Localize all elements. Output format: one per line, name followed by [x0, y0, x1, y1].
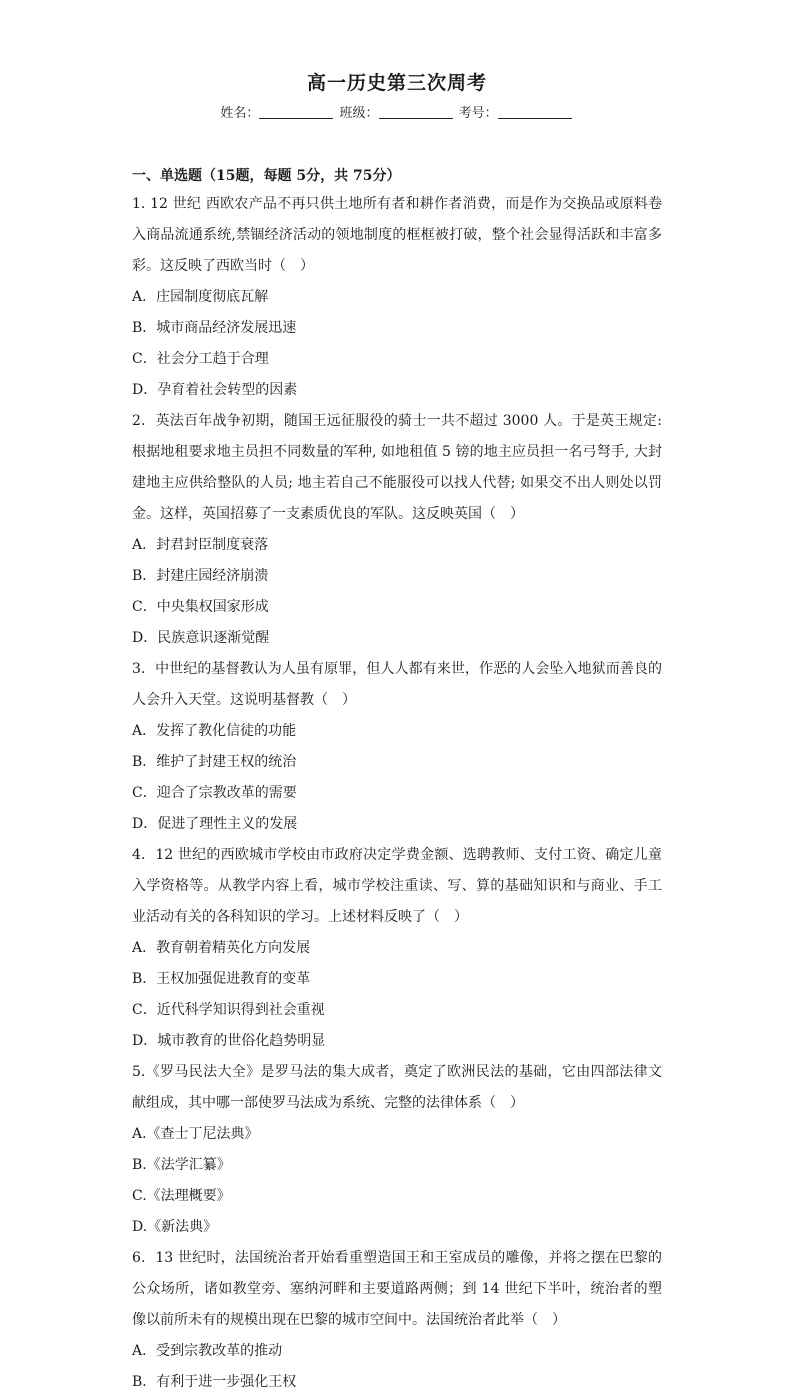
option-c[interactable]: C.《法理概要》 — [132, 1188, 231, 1204]
option-b[interactable]: B．维护了封建王权的统治 — [132, 754, 297, 770]
option-d[interactable]: D．促进了理性主义的发展 — [132, 816, 298, 832]
question — [132, 840, 662, 1057]
option-c[interactable]: C．近代科学知识得到社会重视 — [132, 1002, 325, 1018]
option-c[interactable]: C．迎合了宗教改革的需要 — [132, 785, 297, 801]
question — [132, 1057, 662, 1243]
option-group — [132, 1336, 662, 1398]
option-b[interactable]: B．王权加强促进教育的变革 — [132, 971, 311, 987]
class-label: 班级： — [339, 106, 379, 121]
question-text: 4．12 世纪的西欧城市学校由市政府决定学费金额、选聘教师、支付工资、确定儿童入学资格等。从教学内容上看，城市学校注重读、写、算的基础知识和与商业、手工业活动有关的各科知识的学习。上述材料反映了（ ） — [132, 847, 662, 925]
question-text: 5.《罗马民法大全》是罗马法的集大成者，奠定了欧洲民法的基础，它由四部法律文献组成，其中哪一部使罗马法成为系统、完整的法律体系（ ） — [132, 1064, 662, 1111]
option-group — [132, 282, 662, 406]
option-a[interactable]: A．封君封臣制度衰落 — [132, 537, 269, 553]
name-label: 姓名： — [220, 106, 260, 121]
question-text: 6．13 世纪时，法国统治者开始看重塑造国王和王室成员的雕像，并将之摆在巴黎的公众场所，诸如教堂旁、塞纳河畔和主要道路两侧；到 14 世纪下半叶，统治者的塑像以前所未有的规模出现在巴黎的城市空间中。法国统治者此举（ ） — [132, 1250, 662, 1328]
student-info-line — [0, 102, 794, 121]
question — [132, 654, 662, 840]
option-a[interactable]: A．受到宗教改革的推动 — [132, 1343, 283, 1359]
section-heading: 一、单选题（15题，每题 5分，共 75分） — [132, 168, 401, 184]
option-b[interactable]: B．封建庄园经济崩溃 — [132, 568, 269, 584]
option-group — [132, 716, 662, 840]
option-a[interactable]: A．教育朝着精英化方向发展 — [132, 940, 311, 956]
option-a[interactable]: A.《查士丁尼法典》 — [132, 1126, 259, 1142]
question — [132, 1243, 662, 1398]
name-blank[interactable] — [259, 105, 333, 119]
option-group — [132, 1119, 662, 1243]
question-text: 3．中世纪的基督教认为人虽有原罪，但人人都有来世，作恶的人会坠入地狱而善良的人会升入天堂。这说明基督教（ ） — [132, 661, 662, 708]
option-group — [132, 530, 662, 654]
option-c[interactable]: C．中央集权国家形成 — [132, 599, 269, 615]
option-d[interactable]: D．城市教育的世俗化趋势明显 — [132, 1033, 326, 1049]
question-text: 1. 12 世纪 西欧农产品不再只供土地所有者和耕作者消费，而是作为交换品或原料卷入商品流通系统,禁锢经济活动的领地制度的框框被打破，整个社会显得活跃和丰富多彩。这反映了西欧当时（ ） — [132, 196, 662, 274]
option-d[interactable]: D.《新法典》 — [132, 1219, 218, 1235]
question — [132, 406, 662, 654]
option-b[interactable]: B．有利于进一步强化王权 — [132, 1374, 297, 1390]
option-group — [132, 933, 662, 1057]
option-b[interactable]: B.《法学汇纂》 — [132, 1157, 231, 1173]
class-blank[interactable] — [379, 105, 453, 119]
option-a[interactable]: A．发挥了教化信徒的功能 — [132, 723, 297, 739]
option-d[interactable]: D．孕育着社会转型的因素 — [132, 382, 298, 398]
exam-title: 高一历史第三次周考 — [306, 72, 487, 94]
question — [132, 189, 662, 406]
question-text: 2．英法百年战争初期，随国王远征服役的骑士一共不超过 3000 人。于是英王规定: 根据地租要求地主员担不同数量的军种, 如地租值 5 镑的地主应员担一名弓弩手, 大封建地主应供给整队的人员; 地主若自己不能服役可以找人代替; 如果交不出人则处以罚金。这样，英国招募了一支素质优良的军队。这反映英国（ ） — [132, 413, 662, 522]
option-c[interactable]: C．社会分工趋于合理 — [132, 351, 269, 367]
id-blank[interactable] — [498, 105, 572, 119]
option-d[interactable]: D．民族意识逐渐觉醒 — [132, 630, 270, 646]
option-b[interactable]: B．城市商品经济发展迅速 — [132, 320, 297, 336]
option-a[interactable]: A．庄园制度彻底瓦解 — [132, 289, 269, 305]
question-list — [132, 189, 662, 1398]
id-label: 考号： — [458, 106, 498, 121]
